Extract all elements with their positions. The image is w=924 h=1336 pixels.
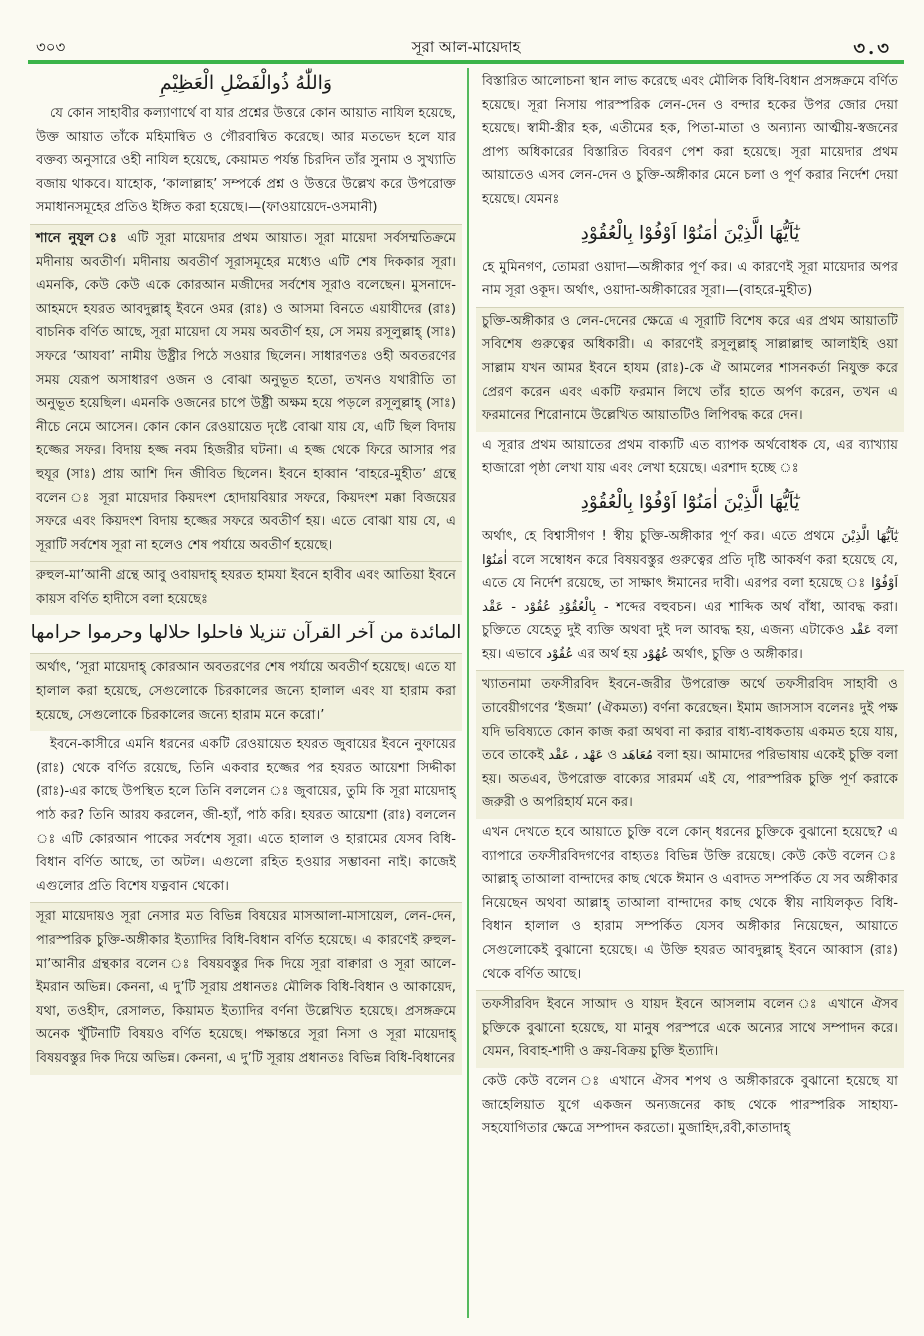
right-paragraph-7: কেউ কেউ বলেন ঃ এখানে ঐসব শপথ ও অঙ্গীকারকে বুঝানো হয়েছে যা জাহেলিয়াত যুগে একজন অন্যজনের কাছ থেকে পারস্পরিক সাহায্য-সহযোগিতার ক্ষেত্রে সম্পাদন করতো। মুজাহিদ,রবী,কাতাদাহ্: [482, 1073, 898, 1137]
page-number: ৩০৩: [36, 38, 66, 56]
right-paragraph-3-after: অর্থাৎ, হে বিশ্বাসীগণ ! স্বীয় চুক্তি-অঙ্গীকার পূর্ণ কর। এতে প্রথমে يٰٓاَيُّهَا الَّذِيْنَ اٰمَنُوْٓا বলে সম্বোধন করে বিষয়বস্তুর গুরুত্বের প্রতি দৃষ্টি আকর্ষণ করা হয়েছে যে, এতে যে নির্দেশ রয়েছে, তা সাক্ষাৎ ঈমানের দাবী। এরপর বলা হয়েছে ঃ اَوْفُوْا بِالْعُقُوْدِ عُقُوْد - عَقْد - শব্দের বহুবচন। এর শাব্দিক অর্থ বাঁধা, আবদ্ধ করা। চুক্তিতে যেহেতু দুই ব্যক্তি অথবা দুই দল আবদ্ধ হয়, এজন্য এটাকেও عَقْد বলা হয়। এভাবে عُقُوْد এর অর্থ হয় عُهُوْد অর্থাৎ, চুক্তি ও অঙ্গীকার।: [482, 528, 899, 662]
arabic-hadith: المائدة من آخر القرآن تنزيلا فاحلوا حلالها وحرموا حرامها: [30, 622, 462, 644]
right-paragraph-5: এখন দেখতে হবে আয়াতে চুক্তি বলে কোন্ ধরনের চুক্তিকে বুঝানো হয়েছে? এ ব্যাপারে তফসীরবিদগণের বাহ্যতঃ বিভিন্ন উক্তি রয়েছে। কেউ কেউ বলেন ঃ আল্লাহ্ তাআলা বান্দাদের কাছ থেকে ঈমান ও এবাদত সম্পর্কিত যে সব অঙ্গীকার নিয়েছেন অথবা আল্লাহ্ তাআলা বান্দাদের কাছ থেকে স্বীয় নাযিলকৃত বিধি-বিধান হালাল ও হারাম সম্পর্কিত যেসব অঙ্গীকার নিয়েছেন, আয়াতে সেগুলোকেই বুঝানো হয়েছে। এ উক্তি হযরত আবদুল্লাহ্ ইবনে আব্বাস (রাঃ) থেকে বর্ণিত আছে।: [482, 825, 898, 982]
surah-title: সূরা আল-মায়েদাহ: [411, 38, 521, 56]
paragraph-1: যে কোন সাহাবীর কল্যাণার্থে বা যার প্রশ্নের উত্তরে কোন আয়াত নাযিল হয়েছে, উক্ত আয়াত তাঁকে মহিমান্বিত ও গৌরবান্বিত করেছে। আর মতভেদ হলে যার বক্তব্য অনুসারে ওহী নাযিল হয়েছে, কেয়ামত পর্যন্ত চিরদিন তাঁর সুনাম ও সুখ্যাতি বজায় থাকবে। যাহোক, ‘কালাল্লাহ’ সম্পর্কে প্রশ্ন ও উত্তরে উল্লেখ করে উপরোক্ত সমাধানসমূহের প্রতিও ইঙ্গিত করা হয়েছে।—(ফাওয়ায়েদে-ওসমানী): [36, 106, 456, 216]
right-paragraph-4: খ্যাতনামা তফসীরবিদ ইবনে-জরীর উপরোক্ত অর্থে তফসীরবিদ সাহাবী ও তাবেয়ীগণের ‘ইজমা’ (ঐকমত্য) বর্ণনা করেছেন। ইমাম জাসসাস বলেনঃ দুই পক্ষ যদি ভবিষ্যতে কোন কাজ করা অথবা না করার বাধ্য-বাধকতায় একমত হয়ে যায়, তবে তাকেই عَهْد ، عَقْد ও مُعَاهَد বলা হয়। আমাদের পরিভাষায় একেই চুক্তি বলা হয়। অতএব, উপরোক্ত বাক্যের সারমর্ম এই যে, পারস্পরিক চুক্তি পূর্ণ করাকে জরুরী ও অপরিহার্য মনে কর।: [476, 670, 904, 819]
right-paragraph-6: তফসীরবিদ ইবনে সাআদ ও যায়দ ইবনে আসলাম বলেন ঃ এখানে ঐসব চুক্তিকে বুঝানো হয়েছে, যা মানুষ পরস্পরে একে অন্যের সাথে সম্পাদন করে। যেমন, বিবাহ-শাদী ও ক্রয়-বিক্রয় চুক্তি ইত্যাদি।: [476, 990, 904, 1068]
shane-nuzul-heading: শানে নুযূল ঃ: [36, 230, 121, 246]
right-paragraph-1: বিস্তারিত আলোচনা স্থান লাভ করেছে এবং মৌলিক বিধি-বিধান প্রসঙ্গক্রমে বর্ণিত হয়েছে। সূরা নিসায় পারস্পরিক লেন-দেন ও বন্দার হকের উপর জোর দেয়া হয়েছে। স্বামী-স্ত্রীর হক, এতীমের হক, পিতা-মাতা ও অন্যান্য আত্মীয়-স্বজনের প্রাপ্য অধিকারের বিস্তারিত বিবরণ পেশ করা হয়েছে। সূরা মায়েদার প্রথম আয়াতেও এসব লেন-দেন ও চুক্তি-অঙ্গীকার মেনে চলা ও পূর্ণ করার নির্দেশ দেয়া হয়েছে। যেমনঃ: [482, 74, 898, 207]
column-divider: [467, 68, 469, 1318]
arabic-heading: وَاللّٰهُ ذُوالْفَضْلِ الْعَظِيْمِ: [159, 72, 333, 94]
right-paragraph-1-after: হে মুমিনগণ, তোমরা ওয়াদা—অঙ্গীকার পূর্ণ কর। এ কারণেই সূরা মায়েদার অপর নাম সূরা ওকূদ। অর্থাৎ, ওয়াদা-অঙ্গীকারের সূরা।—(বাহরে-মুহীত): [482, 259, 898, 299]
paragraph-4: অর্থাৎ, ‘সূরা মায়েদাহ্ কোরআন অবতরণের শেষ পর্যায়ে অবতীর্ণ হয়েছে। এতে যা হালাল করা হয়েছে, সেগুলোকে চিরকালের জন্যে হালাল এবং যা হারাম করা হয়েছে, সেগুলোকে চিরকালের জন্যে হারাম মনে করো।’: [30, 653, 462, 731]
right-paragraph-3: এ সূরার প্রথম আয়াতের প্রথম বাক্যটি এত ব্যাপক অর্থবোধক যে, এর ব্যাখ্যায় হাজারো পৃষ্ঠা লেখা যায় এবং লেখা হয়েছে। এরশাদ হচ্ছে ঃ: [482, 437, 898, 477]
paragraph-shane-nuzul: [30, 224, 462, 561]
paragraph-3: রুহুল-মা’আনী গ্রন্থে আবু ওবায়দাহ্ হযরত হামযা ইবনে হাবীব এবং আতিয়া ইবনে কায়স বর্ণিত হাদীসে বলা হয়েছেঃ: [30, 561, 462, 615]
arabic-verse-2: يٰٓاَيُّهَا الَّذِيْنَ اٰمَنُوْٓا اَوْفُوْا بِالْعُقُوْدِ: [580, 491, 800, 513]
right-paragraph-2: চুক্তি-অঙ্গীকার ও লেন-দেনের ক্ষেত্রে এ সূরাটি বিশেষ করে এর প্রথম আয়াতটি সবিশেষ গুরুত্বের অধিকারী। এ কারণেই রসূলুল্লাহ্ সাল্লাল্লাহু আলাইহি ওয়া সাল্লাম যখন আমর ইবনে হাযম (রাঃ)-কে ঐ আমলের শাসনকর্তা নিযুক্ত করে প্রেরণ করেন এবং একটি ফরমান লিখে তাঁর হাতে অর্পণ করেন, তখন এ ফরমানের শিরোনামে উল্লেখিত আয়াতটিও লিপিবদ্ধ করে দেন।: [476, 307, 904, 432]
arabic-verse: يٰٓاَيُّهَا الَّذِيْنَ اٰمَنُوْٓا اَوْفُوْا بِالْعُقُوْدِ: [580, 222, 800, 244]
page-header: [28, 34, 904, 60]
juz-number: ৩.৩: [853, 38, 892, 59]
paragraph-6: সূরা মায়েদায়ও সূরা নেসার মত বিভিন্ন বিষয়ের মাসআলা-মাসায়েল, লেন-দেন, পারস্পরিক চুক্তি-অঙ্গীকার ইত্যাদির বিধি-বিধান বর্ণিত হয়েছে। এ কারণেই রুহুল-মা’আনীর গ্রন্থকার বলেন ঃ বিষয়বস্তুর দিক দিয়ে সূরা বাক্বারা ও সূরা আলে-ইমরান অভিন্ন। কেননা, এ দু’টি সূরায় প্রধানতঃ মৌলিক বিধি-বিধান ও আকায়েদ, যথা, তওহীদ, রেসালত, কিয়ামত ইত্যাদির বর্ণনা উল্লেখিত হয়েছে। প্রসঙ্গক্রমে অনেক খুঁটিনাটি বিষয়ও বর্ণিত হয়েছে। পক্ষান্তরে সূরা নিসা ও সূরা মায়েদাহ্ বিষয়বস্তুর দিক দিয়ে অভিন্ন। কেননা, এ দু’টি সূরায় প্রধানতঃ বিভিন্ন বিধি-বিধানের: [30, 902, 462, 1074]
shane-nuzul-text: এটি সূরা মায়েদার প্রথম আয়াত। সূরা মায়েদা সর্বসম্মতিক্রমে মদীনায় অবতীর্ণ। মদীনায় অবতীর্ণ সূরাসমূহের মধ্যেও এটি শেষ দিককার সূরা। এমনকি, কেউ কেউ একে কোরআন মজীদের সর্বশেষ সূরাও বলেছেন। মুসনাদে-আহমদে হযরত আবদুল্লাহ্ ইবনে ওমর (রাঃ) ও আসমা বিনতে এয়াযীদের (রাঃ) বাচনিক বর্ণিত আছে, সূরা মায়েদা যে সময় অবতীর্ণ হয়, সে সময় রসূলুল্লাহ্ (সাঃ) সফরে ‘আযবা’ নামীয় উষ্ট্রীর পিঠে সওয়ার ছিলেন। সাধারণতঃ ওহী অবতরণের সময় যেরূপ অসাধারণ ওজন ও বোঝা অনুভূত হতো, তখনও যথারীতি তা অনুভূত হয়েছিল। এমনকি ওজনের চাপে উষ্ট্রী অক্ষম হয়ে পড়লে রসূলুল্লাহ্ (সাঃ) নীচে নেমে আসেন। কোন কোন রেওয়ায়েত দৃষ্টে বোঝা যায় যে, এটি ছিল বিদায় হজ্জের সফর। বিদায় হজ্জ নবম হিজরীর ঘটনা। এ হজ্জ থেকে ফিরে আসার পর হুযূর (সাঃ) প্রায় আশি দিন জীবিত ছিলেন। ইবনে হাব্বান ‘বাহরে-মুহীত’ গ্রন্থে বলেন ঃ সূরা মায়েদার কিয়দংশ হোদায়বিয়ার সফরে, কিয়দংশ মক্কা বিজয়ের সফরে এবং কিয়দংশ বিদায় হজ্জের সফরে অবতীর্ণ হয়। এতে বোঝা যায় যে, এ সূরাটি সর্বশেষ সূরা না হলেও শেষ পর্যায়ে অবতীর্ণ হয়েছে।: [36, 230, 456, 553]
left-column: [30, 68, 462, 1075]
right-column: [476, 68, 904, 1145]
header-rule: [28, 60, 904, 64]
paragraph-5: ইবনে-কাসীরে এমনি ধরনের একটি রেওয়ায়েত হযরত জুবায়ের ইবনে নুফায়ের (রাঃ) থেকে বর্ণিত রয়েছে, তিনি একবার হজ্জের পর হযরত আয়েশা সিদ্দীকা (রাঃ)-এর কাছে উপস্থিত হলে তিনি বললেন ঃ জুবায়ের, তুমি কি সূরা মায়েদাহ্ পাঠ কর? তিনি আরয করলেন, জী-হ্যাঁ, পাঠ করি। হযরত আয়েশা (রাঃ) বললেন ঃ এটি কোরআন পাকের সর্বশেষ সূরা। এতে হালাল ও হারামের যেসব বিধি-বিধান বর্ণিত আছে, তা অটল। এগুলো রহিত হওয়ার সম্ভাবনা নাই। কাজেই এগুলোর প্রতি বিশেষ যত্নবান থেকো।: [36, 737, 456, 894]
